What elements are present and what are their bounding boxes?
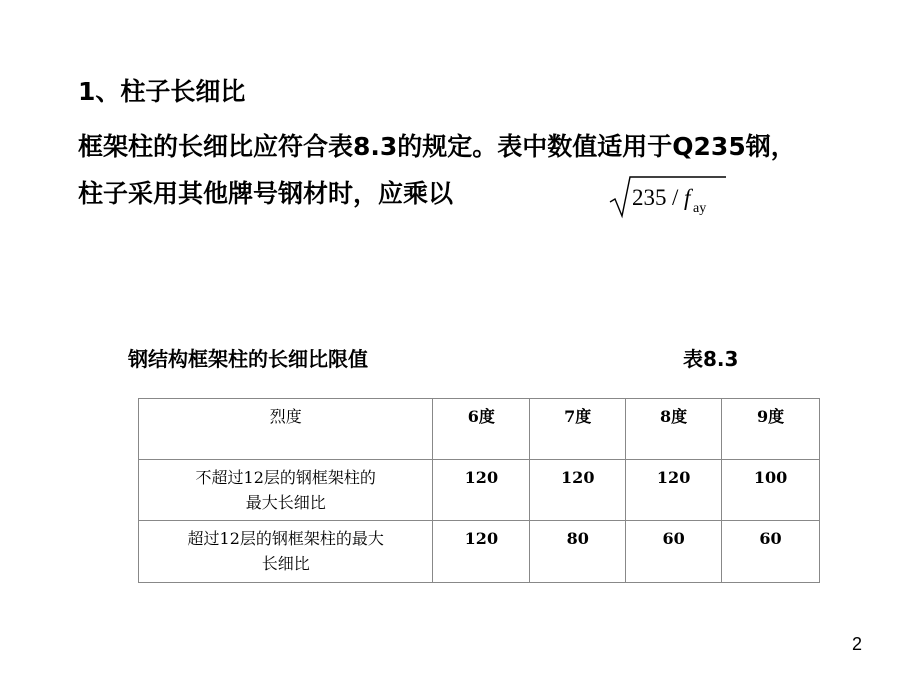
formula-slash: / bbox=[672, 185, 679, 210]
radical-sign bbox=[610, 177, 726, 216]
table-header-row bbox=[139, 399, 820, 460]
table-caption-number: 表8.3 bbox=[683, 347, 739, 371]
row-label bbox=[139, 521, 433, 583]
page-number: 2 bbox=[852, 634, 863, 654]
section-heading: 1、柱子长细比 bbox=[78, 77, 246, 106]
row-label-line: 不超过12层的钢框架柱的 bbox=[195, 468, 376, 487]
paragraph-line-1: 框架柱的长细比应符合表8.3的规定。表中数值适用于Q235钢， bbox=[78, 132, 796, 161]
header-7: 7度 bbox=[530, 399, 626, 460]
table-caption-title: 钢结构框架柱的长细比限值 bbox=[128, 347, 368, 371]
row-label-line: 长细比 bbox=[261, 554, 310, 573]
header-8: 8度 bbox=[626, 399, 722, 460]
row-label bbox=[139, 460, 433, 521]
header-9: 9度 bbox=[722, 399, 820, 460]
table-cell: 60 bbox=[626, 521, 722, 583]
sqrt-formula bbox=[608, 172, 728, 220]
formula-symbol: f bbox=[684, 185, 691, 210]
row-label-line: 最大长细比 bbox=[245, 493, 326, 512]
table-cell: 120 bbox=[626, 460, 722, 521]
header-intensity: 烈度 bbox=[139, 399, 433, 460]
table-row bbox=[139, 460, 820, 521]
slenderness-table bbox=[138, 398, 820, 583]
table-cell: 120 bbox=[433, 460, 530, 521]
row-label-line: 超过12层的钢框架柱的最大 bbox=[187, 529, 384, 548]
table-cell: 100 bbox=[722, 460, 820, 521]
table-cell: 80 bbox=[530, 521, 626, 583]
formula-number: 235 bbox=[632, 185, 667, 210]
table-cell: 120 bbox=[530, 460, 626, 521]
table-cell: 120 bbox=[433, 521, 530, 583]
formula-subscript: ay bbox=[693, 201, 707, 216]
table-row bbox=[139, 521, 820, 583]
paragraph-line-2: 柱子采用其他牌号钢材时，应乘以 bbox=[78, 179, 454, 208]
header-6: 6度 bbox=[433, 399, 530, 460]
table-cell: 60 bbox=[722, 521, 820, 583]
